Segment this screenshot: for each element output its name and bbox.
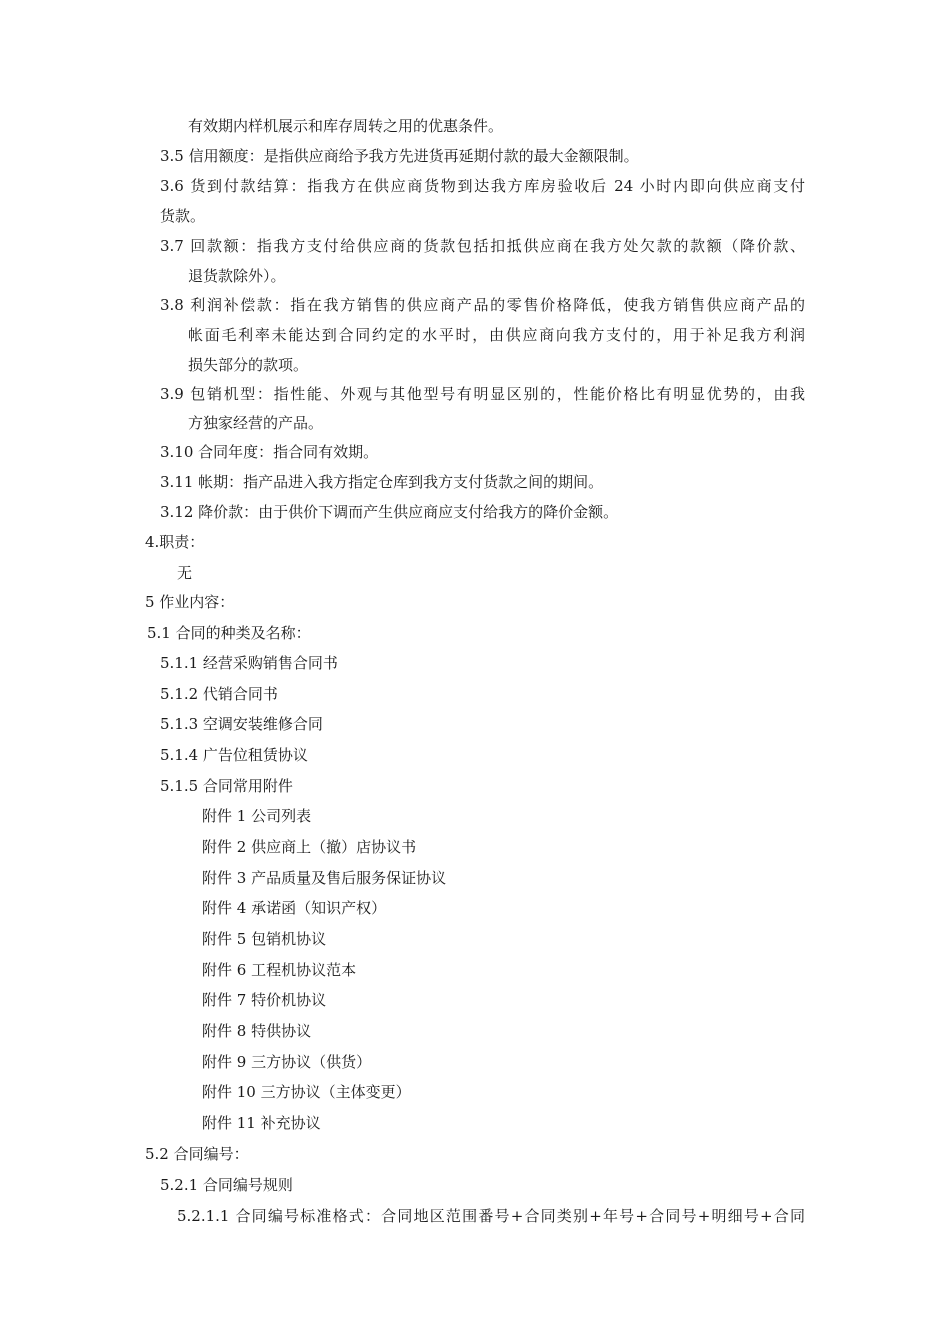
attachment-item: 附件 10 三方协议（主体变更） [202,1083,411,1101]
text-line: 3.11 帐期：指产品进入我方指定仓库到我方支付货款之间的期间。 [160,473,604,491]
text-line: 3.12 降价款：由于供价下调而产生供应商应支付给我方的降价金额。 [160,503,619,521]
text-line: 3.6 货到付款结算：指我方在供应商货物到达我方库房验收后 24 小时内即向供应商支付 [160,177,805,195]
text-line: 帐面毛利率未能达到合同约定的水平时，由供应商向我方支付的，用于补足我方利润 [188,326,805,344]
attachment-item: 附件 9 三方协议（供货） [202,1053,372,1071]
text-line: 有效期内样机展示和库存周转之用的优惠条件。 [188,117,504,135]
text-line: 3.7 回款额：指我方支付给供应商的货款包括扣抵供应商在我方处欠款的款额（降价款、 [160,237,805,255]
attachment-item: 附件 6 工程机协议范本 [202,961,357,979]
attachment-item: 附件 2 供应商上（撤）店协议书 [202,838,417,856]
list-item: 5.1.4 广告位租赁协议 [160,746,308,764]
attachment-item: 附件 7 特价机协议 [202,991,327,1009]
section-heading: 4.职责： [145,533,205,551]
attachment-item: 附件 1 公司列表 [202,807,312,825]
list-item: 5.1.2 代销合同书 [160,685,278,703]
subsection-heading: 5.2 合同编号： [145,1145,249,1163]
attachment-item: 附件 3 产品质量及售后服务保证协议 [202,869,447,887]
text-line: 货款。 [160,207,206,225]
text-line: 退货款除外）。 [188,267,286,285]
list-item: 5.1.1 经营采购销售合同书 [160,654,338,672]
subsection-heading: 5.1 合同的种类及名称： [147,624,311,642]
list-item: 5.2.1 合同编号规则 [160,1176,293,1194]
text-line: 3.5 信用额度：是指供应商给予我方先进货再延期付款的最大金额限制。 [160,147,639,165]
text-line: 无 [177,564,193,582]
text-line: 5.2.1.1 合同编号标准格式：合同地区范围番号+合同类别+年号+合同号+明细号+合同 [177,1207,805,1225]
attachment-item: 附件 5 包销机协议 [202,930,327,948]
list-item: 5.1.5 合同常用附件 [160,777,293,795]
attachment-item: 附件 4 承诺函（知识产权） [202,899,387,917]
text-line: 3.9 包销机型：指性能、外观与其他型号有明显区别的，性能价格比有明显优势的，由我 [160,385,805,403]
attachment-item: 附件 11 补充协议 [202,1114,321,1132]
attachment-item: 附件 8 特供协议 [202,1022,312,1040]
section-heading: 5 作业内容： [145,593,235,611]
text-line: 3.10 合同年度：指合同有效期。 [160,443,379,461]
text-line: 方独家经营的产品。 [188,414,324,432]
list-item: 5.1.3 空调安装维修合同 [160,715,323,733]
text-line: 损失部分的款项。 [188,356,309,374]
text-line: 3.8 利润补偿款：指在我方销售的供应商产品的零售价格降低，使我方销售供应商产品的 [160,296,805,314]
